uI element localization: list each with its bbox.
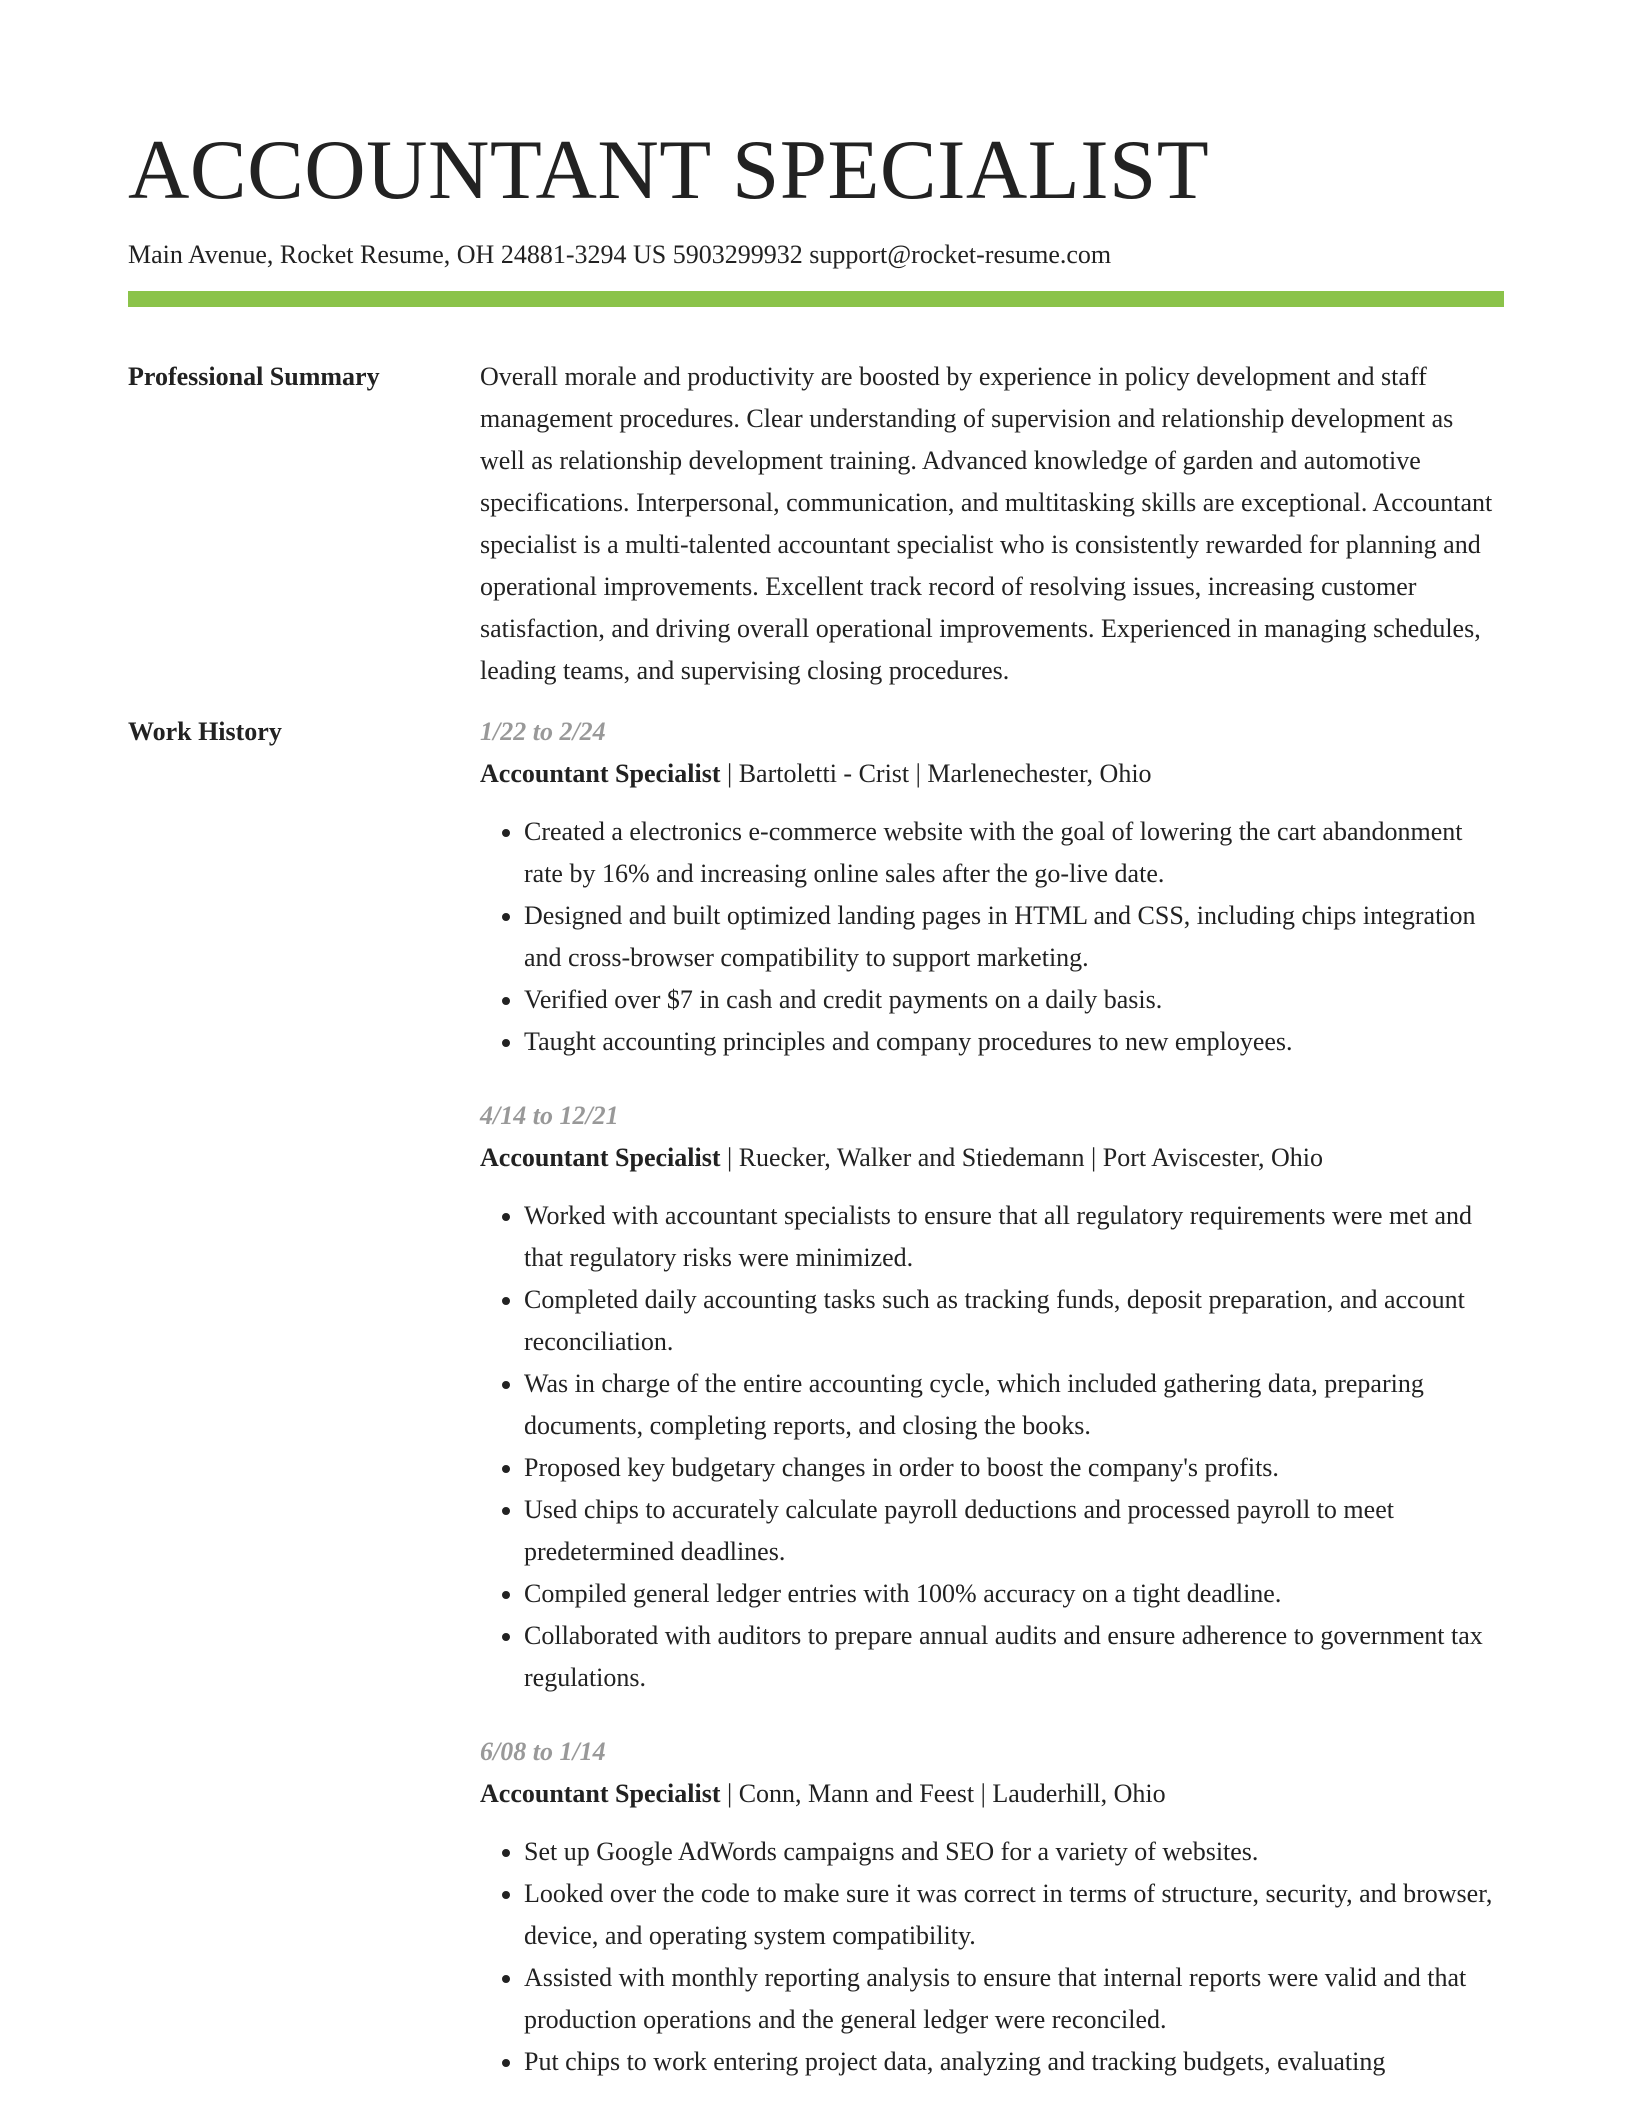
section-label: Work History xyxy=(128,717,282,746)
bullet-item: • Compiled general ledger entries with 100% accuracy on a tight deadline. xyxy=(524,1573,1504,1615)
job-list xyxy=(480,711,1504,2115)
separator: | xyxy=(720,759,739,788)
job-heading xyxy=(480,753,1504,795)
bullet-item: • Set up Google AdWords campaigns and SEO for a variety of websites. xyxy=(524,1831,1504,1873)
bullet-item: • Designed and built optimized landing pages in HTML and CSS, including chips integration and cross-browser compatibility to support marketing. xyxy=(524,895,1504,979)
job-dates: 1/22 to 2/24 xyxy=(480,717,606,746)
bullet-item: • Put chips to work entering project data, analyzing and tracking budgets, evaluating xyxy=(524,2041,1504,2083)
bullet-item: • Looked over the code to make sure it was correct in terms of structure, security, and browser, device, and operating system compatibility. xyxy=(524,1873,1504,1957)
separator: | xyxy=(974,1779,993,1808)
candidate-name: ACCOUNTANT SPECIALIST xyxy=(128,123,1210,217)
separator: | xyxy=(720,1143,739,1172)
bullet-item: • Used chips to accurately calculate payroll deductions and processed payroll to meet predetermined deadlines. xyxy=(524,1489,1504,1573)
job-heading xyxy=(480,1137,1504,1179)
job-entry xyxy=(480,1095,1504,1699)
separator: | xyxy=(1084,1143,1103,1172)
job-entry xyxy=(480,1731,1504,2083)
job-bullets xyxy=(480,811,1504,1063)
job-location: Lauderhill, Ohio xyxy=(992,1779,1166,1808)
job-location: Marlenechester, Ohio xyxy=(927,759,1152,788)
resume-page xyxy=(128,0,1504,2115)
job-dates: 4/14 to 12/21 xyxy=(480,1101,619,1130)
separator: | xyxy=(909,759,928,788)
job-company: Conn, Mann and Feest xyxy=(738,1779,975,1808)
summary-text: Overall morale and productivity are boosted by experience in policy development and staff management procedures. Clear understanding of supervision and relationship development as well as relationship development training. Advanced knowledge of garden and automotive specifications. Interpersonal, communication, and multitasking skills are exceptional. Accountant specialist is a multi-talented accountant specialist who is consistently rewarded for planning and operational improvements. Excellent track record of resolving issues, increasing customer satisfaction, and driving overall operational improvements. Experienced in managing schedules, leading teams, and supervising closing procedures. xyxy=(480,362,1493,685)
contact-line: Main Avenue, Rocket Resume, OH 24881-3294 US 5903299932 support@rocket-resume.com xyxy=(128,240,1112,269)
job-title: Accountant Specialist xyxy=(480,759,721,788)
bullet-item: • Assisted with monthly reporting analysis to ensure that internal reports were valid and that production operations and the general ledger were reconciled. xyxy=(524,1957,1504,2041)
accent-divider xyxy=(128,291,1504,307)
job-company: Ruecker, Walker and Stiedemann xyxy=(738,1143,1085,1172)
job-entry xyxy=(480,711,1504,1063)
bullet-item: • Worked with accountant specialists to ensure that all regulatory requirements were met and that regulatory risks were minimized. xyxy=(524,1195,1504,1279)
job-location: Port Aviscester, Ohio xyxy=(1102,1143,1323,1172)
bullet-item: • Verified over $7 in cash and credit payments on a daily basis. xyxy=(524,979,1504,1021)
bullet-item: • Created a electronics e-commerce website with the goal of lowering the cart abandonment rate by 16% and increasing online sales after the go-live date. xyxy=(524,811,1504,895)
job-bullets xyxy=(480,1831,1504,2083)
job-title: Accountant Specialist xyxy=(480,1143,721,1172)
separator: | xyxy=(720,1779,739,1808)
job-bullets xyxy=(480,1195,1504,1699)
job-title: Accountant Specialist xyxy=(480,1779,721,1808)
job-dates: 6/08 to 1/14 xyxy=(480,1737,606,1766)
bullet-item: • Completed daily accounting tasks such as tracking funds, deposit preparation, and account reconciliation. xyxy=(524,1279,1504,1363)
section-label: Professional Summary xyxy=(128,362,380,391)
bullet-item: • Taught accounting principles and company procedures to new employees. xyxy=(524,1021,1504,1063)
bullet-item: • Was in charge of the entire accounting cycle, which included gathering data, preparing documents, completing reports, and closing the books. xyxy=(524,1363,1504,1447)
bullet-item: • Proposed key budgetary changes in order to boost the company's profits. xyxy=(524,1447,1504,1489)
professional-summary-section xyxy=(128,356,1504,692)
bullet-item: • Collaborated with auditors to prepare annual audits and ensure adherence to government tax regulations. xyxy=(524,1615,1504,1699)
job-company: Bartoletti - Crist xyxy=(738,759,910,788)
summary-body xyxy=(480,356,1504,692)
work-history-section xyxy=(128,711,1504,2115)
job-heading xyxy=(480,1773,1504,1815)
